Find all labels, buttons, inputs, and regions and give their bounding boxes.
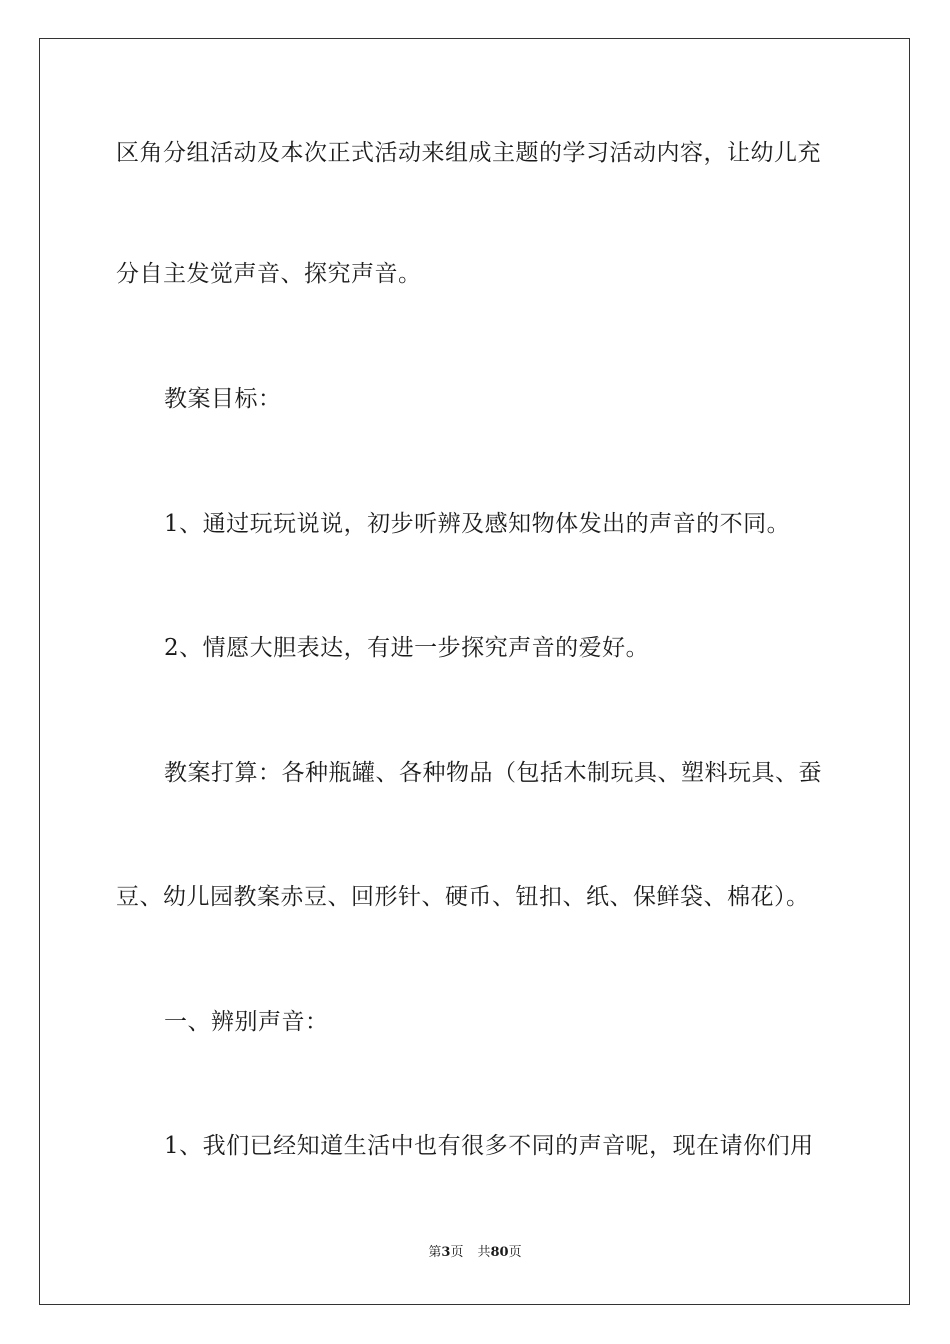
materials-line-2: 豆、幼儿园教案赤豆、回形针、硬币、钮扣、纸、保鲜袋、棉花）。 [116,884,810,910]
goal-item-1: 1、通过玩玩说说，初步听辨及感知物体发出的声音的不同。 [164,511,791,537]
step-item-1: 1、我们已经知道生活中也有很多不同的声音呢，现在请你们用 [164,1133,814,1159]
body-line-2: 分自主发觉声音、探究声音。 [116,261,422,287]
body-line-1: 区角分组活动及本次正式活动来组成主题的学习活动内容，让幼儿充 [116,140,821,166]
page-number: 3 [441,1245,451,1260]
materials-line-1: 教案打算：各种瓶罐、各种物品（包括木制玩具、塑料玩具、蚕 [164,760,822,786]
goal-item-2: 2、情愿大胆表达，有进一步探究声音的爱好。 [164,635,650,661]
section-heading-distinguish-sound: 一、辨别声音： [164,1009,329,1035]
total-pages: 80 [490,1245,509,1260]
section-heading-goals: 教案目标： [164,386,282,412]
total-label-suffix: 页 [508,1245,522,1260]
page-label-suffix: 页 [450,1245,464,1260]
page-label-prefix: 第 [428,1245,442,1260]
total-label-prefix: 共 [477,1245,491,1260]
page-border [39,38,910,1305]
page-footer [0,1244,950,1262]
